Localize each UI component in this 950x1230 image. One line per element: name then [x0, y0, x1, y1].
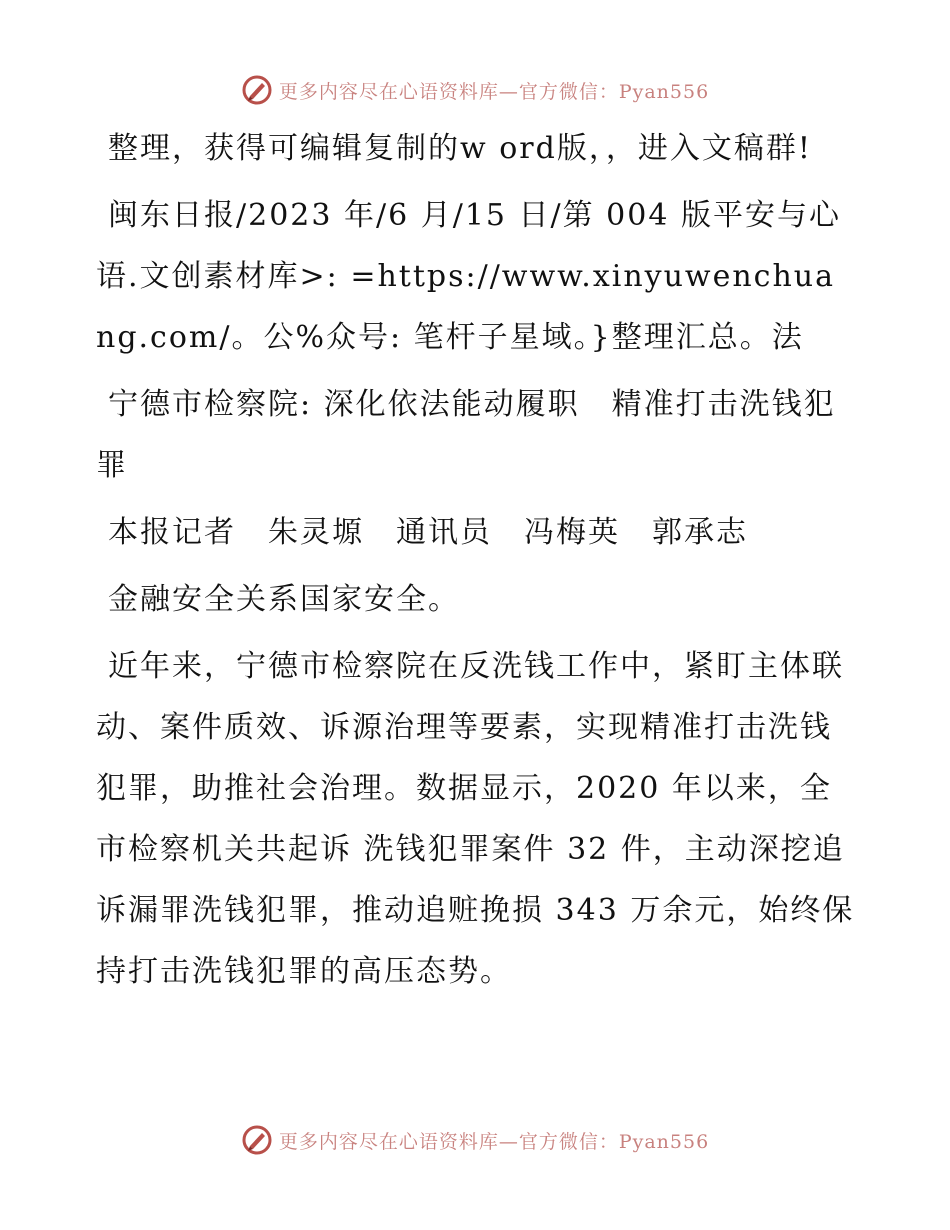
watermark-footer: [0, 1120, 950, 1160]
watermark-header: [0, 70, 950, 110]
document-body: [96, 118, 856, 1008]
source-paragraph: 闽东日报/2023 年/6 月/15 日/第 004 版平安与心语.文创素材库>: =https://www.xinyuwenchuang.com/。公%众号: 笔杆子星域。}整理汇总。法: [96, 198, 841, 355]
brush-logo-icon: [241, 1124, 273, 1156]
body-paragraph: 近年来，宁德市检察院在反洗钱工作中，紧盯主体联动、案件质效、诉源治理等要素，实现精准打击洗钱犯罪，助推社会治理。数据显示，2020 年以来，全市检察机关共起诉 洗钱犯罪案件 32 件，主动深挖追诉漏罪洗钱犯罪，推动追赃挽损 343 万余元，始终保持打击洗钱犯罪的高压态势。: [96, 649, 855, 989]
article-title: 宁德市检察院: 深化依法能动履职 精准打击洗钱犯罪: [96, 387, 836, 483]
intro-paragraph: 整理，获得可编辑复制的w ord版，，进入文稿群!: [108, 131, 812, 166]
byline: 本报记者 朱灵塬 通讯员 冯梅英 郭承志: [108, 515, 748, 550]
brush-logo-icon: [241, 74, 273, 106]
lead-paragraph: 金融安全关系国家安全。: [108, 582, 460, 617]
watermark-text: 更多内容尽在心语资料库—官方微信：Pyan556: [278, 80, 710, 103]
watermark-text: 更多内容尽在心语资料库—官方微信：Pyan556: [278, 1130, 710, 1153]
